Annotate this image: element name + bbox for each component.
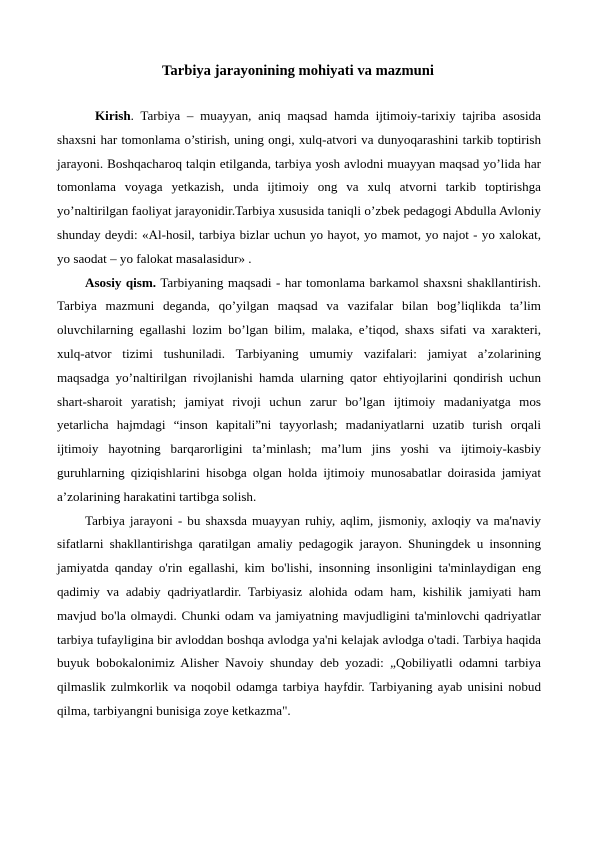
paragraph-lead-introduction: Kirish xyxy=(95,108,131,123)
paragraph-lead-main-part: Asosiy qism. xyxy=(85,274,157,290)
paragraph-main-part xyxy=(57,271,541,509)
paragraph-upbringing-process xyxy=(57,509,541,723)
paragraph-text-introduction: . Tarbiya – muayyan, aniq maqsad hamda ijtimoiy-tarixiy tajriba asosida shaxsni har tomonlama o’stirish, uning ongi, xulq-atvori va dunyoqarashini tarkib toptirish jarayoni. Boshqacharoq talqin etilganda, tarbiya yosh avlodni muayyan maqsad yo’lida har tomonlama voyaga yetkazish, unda ijtimoiy ong va xulq atvorni tarkib toptirishga yo’naltirilgan faoliyat jarayonidir.Tarbiya xususida taniqli o’zbek pedagogi Abdulla Avloniy shunday deydi: «Al-hosil, tarbiya bizlar uchun yo hayot, yo mamot, yo najot - yo xalokat, yo saodat – yo falokat masalasidur» . xyxy=(57,108,541,266)
paragraph-introduction xyxy=(57,104,541,271)
paragraph-text-main-part: Tarbiyaning maqsadi - har tomonlama barkamol shaxsni shakllantirish. Tarbiya mazmuni deganda, qo’yilgan maqsad va vazifalar bilan bog’liqlikda ta’lim oluvchilarning egallashi lozim bo’lgan bilim, malaka, e’tiqod, shaxs sifati va xarakteri, xulq-atvor tizimi tushuniladi. Tarbiyaning umumiy vazifalari: jamiyat a’zolarining maqsadga yo’naltirilgan rivojlanishi hamda ularning qator ehtiyojlarini qondirish uchun shart-sharoit yaratish; jamiyat rivoji uchun zarur bo’lgan ijtimoiy madaniyatga mos yetarlicha hajmdagi “inson kapitali”ni tayyorlash; madaniyatlarni uzatib turish orqali ijtimoiy hayotning barqarorligini ta’minlash; ma’lum jins yoshi va ijtimoiy-kasbiy guruhlarning qiziqishlarini hisobga olgan holda ijtimoiy munosabatlar doirasida jamiyat a’zolarining harakatini tartibga solish. xyxy=(57,274,541,504)
paragraph-text-upbringing-process: Tarbiya jarayoni - bu shaxsda muayyan ruhiy, aqlim, jismoniy, axloqiy va ma'naviy sifatlarni shakllantirishga qaratilgan amaliy pedagogik jarayon. Shuningdek u insonning jamiyatda qanday o'rin egallashi, kim bo'lishi, insonning insonligini ta'minlaydigan eng qadimiy va adabiy qadriyatlardir. Tarbiyasiz alohida odam ham, kishilik jamiyati ham mavjud bo'la olmaydi. Chunki odam va jamiyatning mavjudligini ta'minlovchi qadriyatlar tarbiya tufayligina bir avloddan boshqa avlodga ya'ni kelajak avlodga o'tadi. Tarbiya haqida buyuk bobokalonimiz Alisher Navoiy shunday deb yozadi: „Qobiliyatli odamni tarbiya qilmaslik zulmkorlik va noqobil odamga tarbiya hayfdir. Tarbiyaning ayab unisini nobud qilma, tarbiyangni bunisiga zoye ketkazma". xyxy=(57,512,541,718)
document-body xyxy=(57,104,541,723)
document-title: Tarbiya jarayonining mohiyati va mazmuni xyxy=(162,63,434,79)
